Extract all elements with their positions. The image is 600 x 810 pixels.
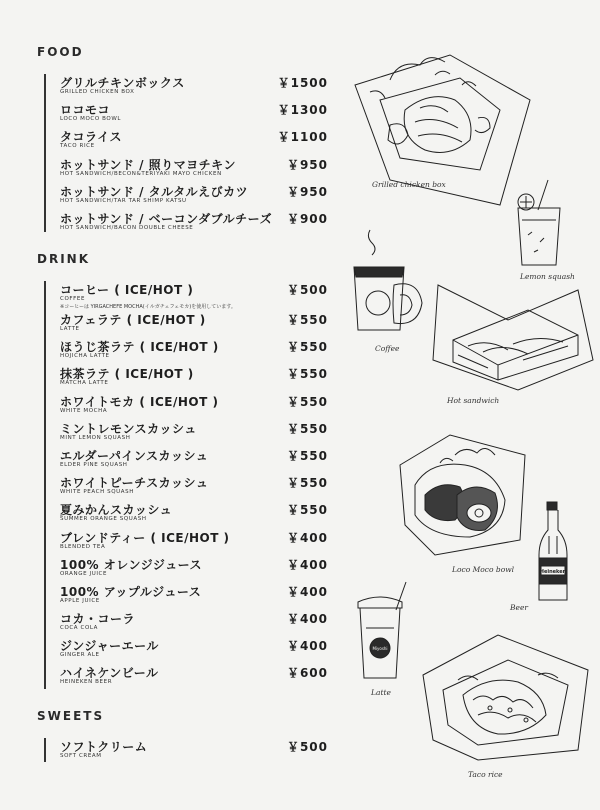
- item-name-jp: ホットサンド / 照りマヨチキン: [60, 157, 237, 172]
- item-name-jp: カフェラテ ( ICE/HOT ): [60, 313, 206, 327]
- item-name-jp: ホワイトピーチスカッシュ: [60, 476, 209, 491]
- item-price: ￥550: [286, 394, 328, 409]
- item-name-en: WHITE MOCHA: [60, 407, 108, 414]
- item-name-jp: ジンジャーエール: [60, 639, 159, 654]
- item-price: ￥550: [286, 313, 328, 327]
- menu-item-soft-cream: [60, 738, 328, 765]
- lemon-squash-illustration: [510, 180, 570, 270]
- item-price: ￥550: [286, 421, 328, 436]
- item-name-en: LOCO MOCO BOWL: [60, 116, 122, 123]
- menu-item-hojicha-latte: [60, 338, 328, 365]
- item-name-jp: ロコモコ: [60, 103, 111, 118]
- item-price: ￥900: [286, 211, 328, 226]
- grilled-chicken-box-caption: Grilled chicken box: [372, 180, 446, 189]
- item-name-en: HOT SANDWICH/TAR TAR SHIMP KATSU: [60, 197, 187, 204]
- item-name-jp: ソフトクリーム: [60, 740, 148, 754]
- menu-item-white-mocha: [60, 393, 328, 420]
- sweets-menu-list: [60, 738, 328, 765]
- item-name-en: MINT LEMON SQUASH: [60, 434, 131, 441]
- item-price: ￥550: [286, 340, 328, 355]
- drink-section-title: DRINK: [37, 252, 91, 266]
- item-name-en: ORANGE JUICE: [60, 570, 108, 577]
- sweets-section-title: SWEETS: [37, 709, 105, 723]
- item-price: ￥500: [286, 740, 328, 754]
- item-price: ￥550: [286, 503, 328, 518]
- menu-item-heineken-beer: [60, 664, 328, 691]
- menu-item-hot-sandwich-bacon: [60, 210, 328, 237]
- item-price: ￥1500: [277, 76, 328, 90]
- item-name-jp: 抹茶ラテ ( ICE/HOT ): [60, 367, 194, 382]
- menu-item-elder-pine-squash: [60, 447, 328, 474]
- hot-sandwich-illustration: [428, 280, 598, 395]
- item-name-en: COCA COLA: [60, 625, 99, 632]
- item-price: ￥400: [286, 557, 328, 572]
- menu-item-hot-sandwich-teriyaki: [60, 156, 328, 183]
- sweets-divider-bar: [44, 738, 46, 762]
- menu-item-orange-juice: [60, 556, 328, 583]
- item-price: ￥550: [286, 367, 328, 382]
- menu-item-taco-rice: [60, 128, 328, 155]
- beer-label-text: Heineken: [539, 569, 567, 575]
- menu-item-matcha-latte: [60, 365, 328, 392]
- item-name-en: COFFEE: [60, 296, 86, 302]
- item-name-jp: 100% アップルジュース: [60, 584, 202, 599]
- item-name-jp: ホットサンド / タルタルえびカツ: [60, 184, 249, 199]
- drink-divider-bar: [44, 281, 46, 689]
- item-name-jp: 100% オレンジジュース: [60, 557, 203, 572]
- item-name-en: SOFT CREAM: [60, 753, 102, 759]
- item-name-jp: エルダーパインスカッシュ: [60, 448, 209, 463]
- item-name-en: MATCHA LATTE: [60, 380, 109, 387]
- food-menu-list: [60, 74, 328, 237]
- latte-caption: Latte: [371, 688, 391, 697]
- item-name-jp: ホワイトモカ ( ICE/HOT ): [60, 394, 219, 409]
- menu-item-latte: [60, 311, 328, 338]
- loco-moco-bowl-illustration: [395, 425, 535, 560]
- item-name-jp: ホットサンド / ベーコンダブルチーズ: [60, 211, 273, 226]
- item-price: ￥400: [286, 584, 328, 599]
- coffee-caption: Coffee: [375, 344, 400, 353]
- latte-illustration: [352, 580, 412, 685]
- item-name-en: SUMMER ORANGE SQUASH: [60, 516, 147, 523]
- beer-caption: Beer: [510, 603, 528, 612]
- item-name-jp: 夏みかんスカッシュ: [60, 503, 173, 518]
- item-note: ※コーヒーは YIRGACHEFE MOCHA(イルガチェフェモカ)を使用しています。: [60, 304, 236, 310]
- item-name-jp: コカ・コーラ: [60, 612, 136, 627]
- beer-illustration: [533, 500, 573, 605]
- item-price: ￥550: [286, 448, 328, 463]
- item-name-jp: ブレンドティー ( ICE/HOT ): [60, 530, 230, 545]
- item-price: ￥1300: [277, 103, 328, 118]
- taco-rice-caption: Taco rice: [468, 770, 503, 779]
- item-price: ￥600: [286, 666, 328, 681]
- item-name-jp: ほうじ茶ラテ ( ICE/HOT ): [60, 340, 219, 355]
- item-name-jp: タコライス: [60, 130, 123, 145]
- lemon-squash-caption: Lemon squash: [520, 272, 575, 281]
- coffee-illustration: [348, 225, 428, 340]
- item-name-jp: ハイネケンビール: [60, 666, 159, 681]
- item-name-en: BLENDED TEA: [60, 543, 106, 550]
- item-name-en: APPLE JUICE: [60, 597, 100, 604]
- item-name-en: LATTE: [60, 326, 80, 332]
- item-name-en: WHITE PEACH SQUASH: [60, 489, 134, 496]
- menu-item-white-peach-squash: [60, 474, 328, 501]
- item-name-en: GINGER ALE: [60, 652, 100, 659]
- taco-rice-illustration: [418, 630, 593, 765]
- food-section-title: FOOD: [37, 45, 84, 59]
- item-price: ￥950: [286, 157, 328, 172]
- loco-moco-bowl-caption: Loco Moco bowl: [452, 565, 515, 574]
- menu-item-apple-juice: [60, 583, 328, 610]
- item-price: ￥400: [286, 530, 328, 545]
- menu-item-blended-tea: [60, 529, 328, 556]
- drink-menu-list: [60, 281, 328, 692]
- hot-sandwich-caption: Hot sandwich: [447, 396, 500, 405]
- item-name-en: HEINEKEN BEER: [60, 679, 113, 686]
- item-name-en: ELDER PINE SQUASH: [60, 461, 128, 468]
- menu-item-loco-moco: [60, 101, 328, 128]
- menu-item-hot-sandwich-tartar: [60, 183, 328, 210]
- item-name-en: GRILLED CHICKEN BOX: [60, 89, 135, 95]
- item-price: ￥550: [286, 476, 328, 491]
- item-price: ￥500: [286, 283, 328, 297]
- menu-item-grilled-chicken-box: [60, 74, 328, 101]
- item-price: ￥400: [286, 639, 328, 654]
- item-price: ￥1100: [277, 130, 328, 145]
- food-divider-bar: [44, 74, 46, 232]
- item-name-en: HOT SANDWICH/BACON DOUBLE CHEESE: [60, 224, 194, 231]
- item-name-jp: ミントレモンスカッシュ: [60, 421, 197, 436]
- item-name-jp: コーヒー ( ICE/HOT ): [60, 283, 194, 297]
- menu-item-coffee: [60, 281, 328, 311]
- menu-item-ginger-ale: [60, 637, 328, 664]
- item-price: ￥950: [286, 184, 328, 199]
- item-name-en: HOT SANDWICH/BECON&TERIYAKI MAYO CHICKEN: [60, 170, 222, 177]
- menu-item-coca-cola: [60, 610, 328, 637]
- item-name-en: HOJICHA LATTE: [60, 353, 110, 360]
- menu-item-mint-lemon-squash: [60, 420, 328, 447]
- item-name-en: TACO RICE: [60, 143, 95, 150]
- item-price: ￥400: [286, 612, 328, 627]
- latte-cup-logo: Miyoshi: [372, 646, 388, 651]
- menu-item-summer-orange-squash: [60, 501, 328, 528]
- item-name-jp: グリルチキンボックス: [60, 76, 185, 90]
